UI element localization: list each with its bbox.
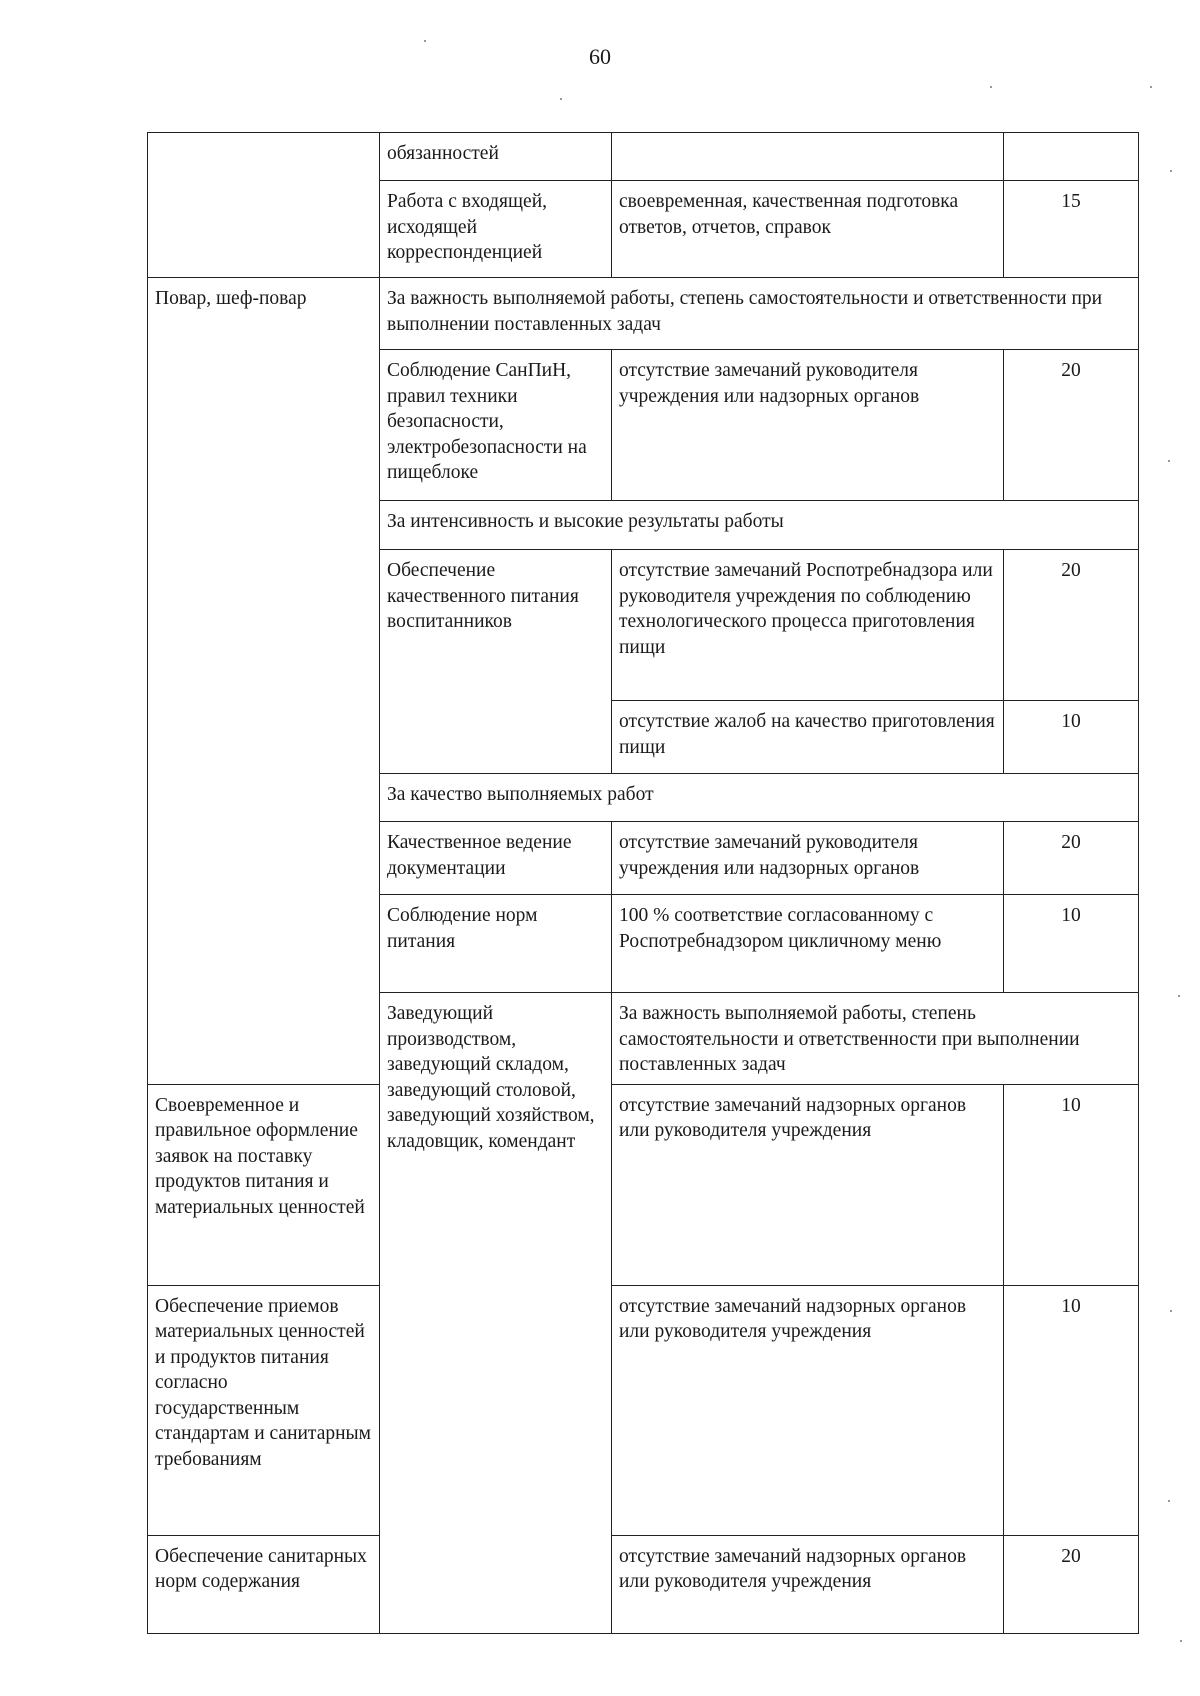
points-cell: 10 bbox=[1004, 701, 1139, 774]
indicator-cell: Обеспечение санитарных норм содержания bbox=[148, 1535, 380, 1633]
criterion-cell: отсутствие замечаний надзорных органов или руководителя учреждения bbox=[612, 1535, 1004, 1633]
position-cell: Повар, шеф-повар bbox=[148, 278, 380, 1085]
table-row bbox=[148, 1535, 1139, 1633]
table-row bbox=[148, 1084, 1139, 1285]
criterion-cell: отсутствие замечаний руководителя учреждения или надзорных органов bbox=[612, 822, 1004, 895]
page-number: 60 bbox=[589, 44, 611, 69]
scan-speck bbox=[1178, 995, 1180, 997]
scan-speck bbox=[424, 40, 426, 42]
points-cell: 10 bbox=[1004, 1285, 1139, 1535]
section-header: За важность выполняемой работы, степень самостоятельности и ответственности при выполнении поставленных задач bbox=[380, 278, 1139, 350]
indicator-cell: обязанностей bbox=[380, 133, 612, 181]
criterion-cell: отсутствие замечаний руководителя учреждения или надзорных органов bbox=[612, 350, 1004, 501]
scan-speck bbox=[990, 86, 992, 88]
criterion-cell: 100 % соответствие согласованному с Роспотребнадзором цикличному меню bbox=[612, 895, 1004, 993]
points-cell: 20 bbox=[1004, 550, 1139, 701]
scan-speck bbox=[1170, 1310, 1172, 1312]
indicator-cell: Соблюдение норм питания bbox=[380, 895, 612, 993]
scan-speck bbox=[1180, 1640, 1182, 1642]
criterion-cell: отсутствие замечаний надзорных органов или руководителя учреждения bbox=[612, 1084, 1004, 1285]
indicator-cell: Качественное ведение документации bbox=[380, 822, 612, 895]
criterion-cell bbox=[612, 133, 1004, 181]
scan-speck bbox=[560, 98, 562, 100]
bonus-criteria-table bbox=[147, 132, 1139, 1634]
indicator-cell: Работа с входящей, исходящей корреспонденцией bbox=[380, 181, 612, 278]
points-cell: 15 bbox=[1004, 181, 1139, 278]
scan-speck bbox=[1150, 86, 1152, 88]
scan-speck bbox=[1168, 1500, 1170, 1502]
indicator-cell: Своевременное и правильное оформление заявок на поставку продуктов питания и материальных ценностей bbox=[148, 1084, 380, 1285]
criterion-cell: отсутствие жалоб на качество приготовления пищи bbox=[612, 701, 1004, 774]
section-header: За интенсивность и высокие результаты работы bbox=[380, 501, 1139, 550]
table-row bbox=[148, 1285, 1139, 1535]
indicator-cell: Обеспечение качественного питания воспитанников bbox=[380, 550, 612, 774]
section-header: За важность выполняемой работы, степень самостоятельности и ответственности при выполнении поставленных задач bbox=[612, 993, 1139, 1085]
indicator-cell: Обеспечение приемов материальных ценностей и продуктов питания согласно государственным стандартам и санитарным требованиям bbox=[148, 1285, 380, 1535]
points-cell: 20 bbox=[1004, 1535, 1139, 1633]
criterion-cell: отсутствие замечаний Роспотребнадзора или руководителя учреждения по соблюдению технологического процесса приготовления пищи bbox=[612, 550, 1004, 701]
criterion-cell: своевременная, качественная подготовка ответов, отчетов, справок bbox=[612, 181, 1004, 278]
table-row bbox=[148, 278, 1139, 350]
position-cell bbox=[148, 133, 380, 278]
indicator-cell: Соблюдение СанПиН, правил техники безопасности, электробезопасности на пищеблоке bbox=[380, 350, 612, 501]
points-cell bbox=[1004, 133, 1139, 181]
points-cell: 10 bbox=[1004, 895, 1139, 993]
points-cell: 20 bbox=[1004, 822, 1139, 895]
scan-speck bbox=[1168, 460, 1170, 462]
position-cell: Заведующий производством, заведующий складом, заведующий столовой, заведующий хозяйством, кладовщик, комендант bbox=[380, 993, 612, 1634]
points-cell: 20 bbox=[1004, 350, 1139, 501]
criterion-cell: отсутствие замечаний надзорных органов или руководителя учреждения bbox=[612, 1285, 1004, 1535]
section-header: За качество выполняемых работ bbox=[380, 774, 1139, 822]
points-cell: 10 bbox=[1004, 1084, 1139, 1285]
table-row bbox=[148, 133, 1139, 181]
scan-speck bbox=[1170, 170, 1172, 172]
